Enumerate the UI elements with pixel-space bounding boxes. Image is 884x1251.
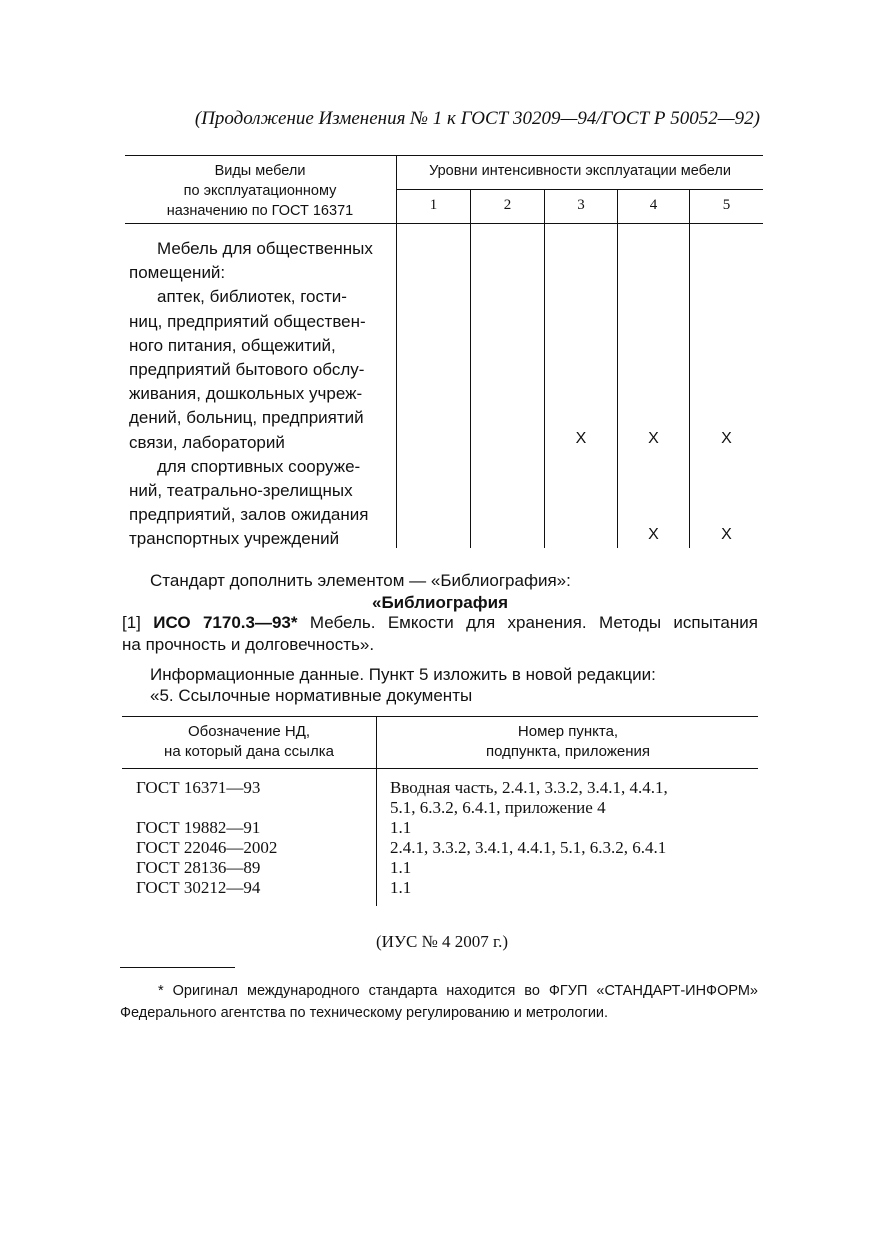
table-row-doc: ГОСТ 22046—2002 [136,838,278,857]
ref-text: Мебель. Емкости для хранения. Методы испытания [309,613,758,632]
text-line: ниц, предприятий обществен- [129,311,366,331]
designation-column-header [122,722,376,762]
level-3-header: 3 [577,197,585,213]
ref-code: ИСО 7170.3—93* [153,613,298,632]
text-line: аптек, библиотек, гости- [157,287,347,307]
table-row-doc: ГОСТ 28136—89 [136,858,261,877]
text-line: дений, больниц, предприятий [129,408,364,428]
text-line: помещений: [129,263,226,283]
table-row-doc: ГОСТ 16371—93 [136,778,261,797]
table-row-ref: 2.4.1, 3.3.2, 3.4.1, 4.4.1, 5.1, 6.3.2, 6.4.1 [390,838,667,857]
referenced-docs-heading: «5. Ссылочные нормативные документы [150,686,473,705]
table-row-doc: ГОСТ 19882—91 [136,818,261,837]
text-line: ного питания, общежитий, [129,335,336,355]
add-element-paragraph: Стандарт дополнить элементом — «Библиография»: [150,571,571,590]
text-line: предприятий бытового обслу- [129,360,365,380]
header-line: подпункта, приложения [485,743,650,760]
header-line: на который дана ссылка [164,743,334,760]
level-4-header: 4 [649,197,658,213]
clause-column-header [378,722,758,762]
level-2-header: 2 [503,197,512,213]
header-line: Виды мебели [214,163,306,179]
table-row-ref: 1.1 [390,818,412,837]
text-line: связи, лабораторий [129,432,285,452]
text-line: транспортных учреждений [129,529,340,549]
bibliography-entry-line [122,612,758,634]
ref-number: [1] [122,613,141,632]
table-row-ref [390,778,750,818]
table-row-ref: 1.1 [390,858,412,877]
referenced-documents-table [122,716,758,906]
text-line: ний, театрально-зрелищных [129,481,353,501]
mark-x: X [575,430,587,447]
table-row-ref: 1.1 [390,878,412,897]
ref-line: Вводная часть, 2.4.1, 3.3.2, 3.4.1, 4.4.1, [390,778,668,797]
ref-line: 5.1, 6.3.2, 6.4.1, приложение 4 [390,798,606,817]
bibliography-title: «Библиография [372,593,508,612]
intensity-levels-header: Уровни интенсивности эксплуатации мебели [429,163,731,179]
footnote: * Оригинал международного стандарта находится во ФГУП «СТАНДАРТ-ИНФОРМ» Федерального агентства по техническому регулированию и метрологии. [120,983,758,1021]
mark-x: X [721,430,732,447]
header-line: по эксплуатационному [183,183,337,199]
furniture-type-header [125,161,395,221]
text-line: живания, дошкольных учреж- [129,384,363,404]
info-paragraph: Информационные данные. Пункт 5 изложить в новой редакции: [150,665,656,684]
furniture-intensity-table [125,155,763,548]
mark-x: X [648,430,659,447]
ius-reference: (ИУС № 4 2007 г.) [376,932,508,951]
ref-text-continued: на прочность и долговечность». [122,635,375,654]
page-header: (Продолжение Изменения № 1 к ГОСТ 30209—94/ГОСТ Р 50052—92) [194,108,760,129]
text-line: Мебель для общественных [157,239,373,258]
mark-x: X [721,526,732,543]
table-row-doc: ГОСТ 30212—94 [136,878,261,897]
header-line: назначению по ГОСТ 16371 [166,203,354,219]
mark-x: X [648,526,659,543]
header-line: Обозначение НД, [187,723,311,740]
footnote-divider [120,967,235,968]
level-1-header: 1 [429,197,438,213]
header-line: Номер пункта, [517,723,619,740]
level-5-header: 5 [722,197,731,213]
text-line: для спортивных сооруже- [157,456,361,476]
text-line: предприятий, залов ожидания [129,505,369,525]
bibliography-entry [122,612,758,656]
furniture-type-cell [129,237,391,552]
